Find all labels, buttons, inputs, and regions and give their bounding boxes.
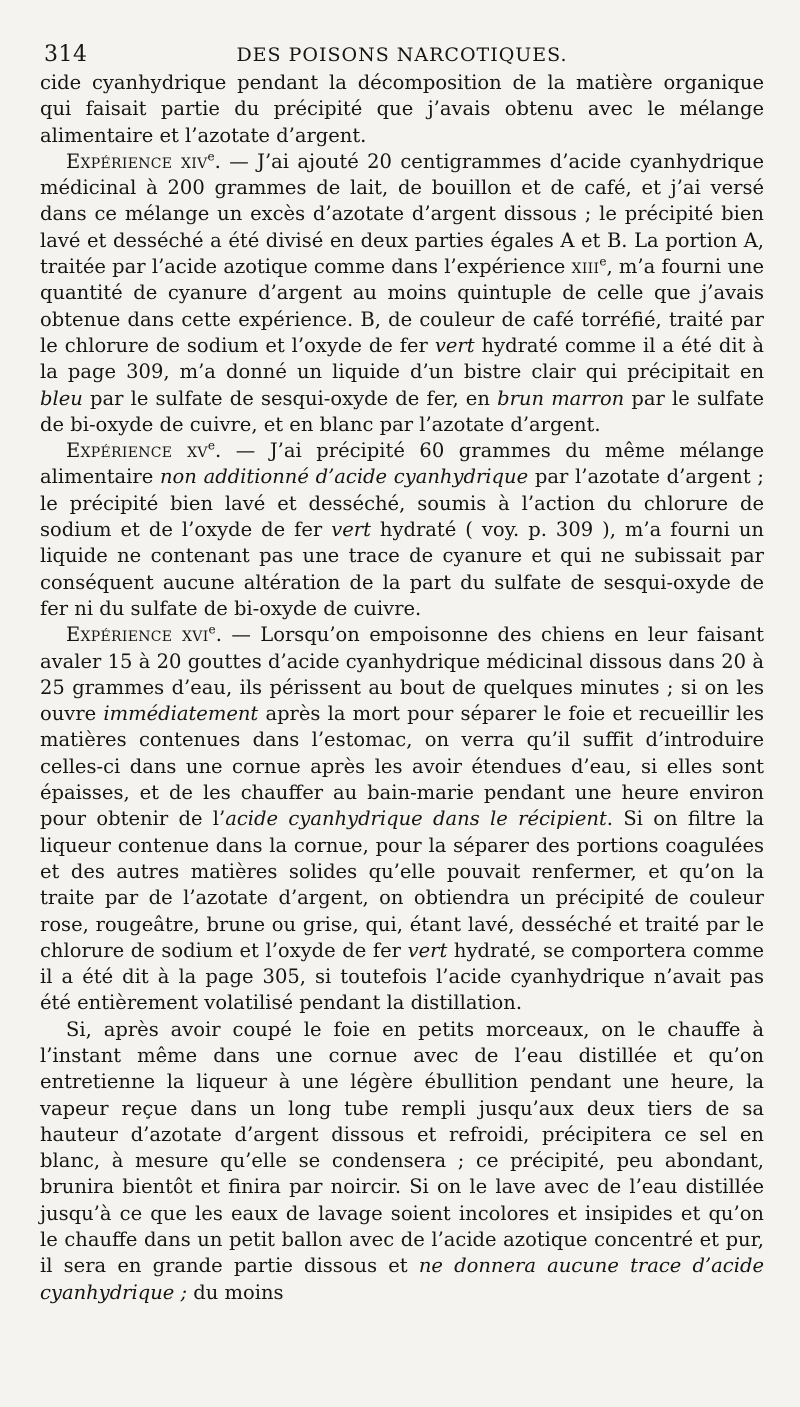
italic-text: vert bbox=[331, 518, 371, 542]
text-run: cide cyanhydrique pendant la décomposition de la matière organique qui faisait partie du précipité que j’avais obtenu avec le mélange alimentaire et l’azotate d’argent. bbox=[40, 71, 764, 147]
text-run: Si, après avoir coupé le foie en petits morceaux, on le chauffe à l’instant même dans une cornue avec de l’eau distillée et qu’on entretienne la liqueur à une légère ébullition pendant une heure, la vapeur reçue dans un long tube rempli jusqu’aux deux tiers de sa hauteur d’azotate d’argent dissous et refroidi, précipitera ce sel en blanc, à mesure qu’elle se condensera ; ce précipité, peu abondant, brunira bientôt et finira par noircir. Si on le lave avec de l’eau distillée jusqu’à ce que les eaux de lavage soient incolores et insipides et qu’on le chauffe dans un petit ballon avec de l’acide azotique concentré et pur, il sera en grande partie dissous et bbox=[40, 1017, 764, 1278]
running-title: DES POISONS NARCOTIQUES. bbox=[236, 44, 568, 66]
text-run: . Si on filtre la liqueur contenue dans la cornue, pour la séparer des portions coagulées et des autres matières solides qu’elle pouvait renfermer, et qu’on la traite par de l’azotate d’argent, on obtiendra un précipité de couleur rose, rougeâtre, brune ou grise, qui, étant lavé, desséché et traité par le chlorure de sodium et l’oxyde de fer bbox=[40, 807, 764, 962]
superscript-text: e bbox=[207, 149, 215, 164]
text-run: . — J’ai ajouté 20 centigrammes d’acide cyanhydrique médicinal à 200 grammes de lait, de bouillon et de café, et j’ai versé dans ce mélange un excès d’azotate d’argent dissous ; le précipité bien lavé et desséché a été divisé en deux parties égales A et B. La portion A, traitée par l’acide azotique comme dans l’expérience bbox=[40, 149, 764, 279]
italic-text: ne donnera aucune trace d’acide cyanhydrique ; bbox=[40, 1254, 764, 1304]
italic-text: vert bbox=[407, 938, 448, 962]
italic-text: brun marron bbox=[497, 386, 625, 410]
italic-text: immédiatement bbox=[103, 702, 259, 726]
small-caps-text: xiii bbox=[571, 255, 600, 279]
body-text bbox=[40, 70, 764, 1306]
text-run: par le sulfate de sesqui-oxyde de fer, en bbox=[82, 386, 498, 410]
page-header bbox=[40, 36, 764, 70]
italic-text: bleu bbox=[40, 386, 83, 410]
text-run: hydraté, se comportera comme il a été dit à la page 305, si toutefois l’acide cyanhydrique n’avait pas été entièrement volatilisé pendant la distillation. bbox=[40, 938, 764, 1015]
text-run: . — Lorsqu’on empoisonne des chiens en leur faisant avaler 15 à 20 gouttes d’acide cyanhydrique médicinal dissous dans 20 à 25 grammes d’eau, ils périssent au bout de quelques minutes ; si on les ouvre bbox=[40, 623, 764, 726]
superscript-text: e bbox=[207, 438, 216, 453]
paragraph-experience-15 bbox=[40, 438, 764, 622]
text-run: après la mort pour séparer le foie et recueillir les matières contenues dans l’estomac, on verra qu’il suffit d’introduire celles-ci dans une cornue après les avoir étendues d’eau, si elles sont épaisses, et de les chauffer au bain-marie pendant une heure environ pour obtenir de l’ bbox=[40, 702, 764, 831]
italic-text: acide cyanhydrique dans le récipient bbox=[225, 807, 607, 831]
paragraph-experience-14 bbox=[40, 149, 764, 438]
text-run: , m’a fourni une quantité de cyanure d’argent au moins quintuple de celle que j’avais obtenue dans cette expérience. B, de couleur de café torréfié, traité par le chlorure de sodium et l’oxyde de fer bbox=[40, 255, 764, 357]
italic-text: non additionné d’acide cyanhydrique bbox=[159, 465, 529, 489]
small-caps-text: Expérience xiv bbox=[66, 149, 208, 173]
text-run: hydraté ( voy. p. 309 ), m’a fourni un liquide ne contenant pas une trace de cyanure et qui ne subissait par conséquent aucune altération de la part du sulfate de sesqui-oxyde de fer ni du sulfate de bi-oxyde de cuivre. bbox=[40, 518, 764, 620]
small-caps-text: Expérience xvi bbox=[66, 623, 209, 647]
paragraph-continuation bbox=[40, 70, 764, 149]
superscript-text: e bbox=[599, 254, 607, 269]
text-run: hydraté comme il a été dit à la page 309, m’a donné un liquide d’un bistre clair qui précipitait en bbox=[40, 333, 764, 384]
italic-text: vert bbox=[434, 333, 475, 357]
text-run: par le sulfate de bi-oxyde de cuivre, et en blanc par l’azotate d’argent. bbox=[40, 386, 764, 436]
paragraph-liver-distillation bbox=[40, 1017, 764, 1306]
superscript-text: e bbox=[208, 622, 216, 637]
small-caps-text: Expérience xv bbox=[66, 439, 208, 463]
paragraph-experience-16 bbox=[40, 622, 764, 1016]
text-run: du moins bbox=[187, 1280, 284, 1304]
text-run: . — J’ai précipité 60 grammes du même mélange alimentaire bbox=[40, 439, 764, 489]
page-number: 314 bbox=[44, 42, 88, 67]
text-run: par l’azotate d’argent ; le précipité bien lavé et desséché, soumis à l’action du chlorure de sodium et de l’oxyde de fer bbox=[40, 465, 764, 542]
